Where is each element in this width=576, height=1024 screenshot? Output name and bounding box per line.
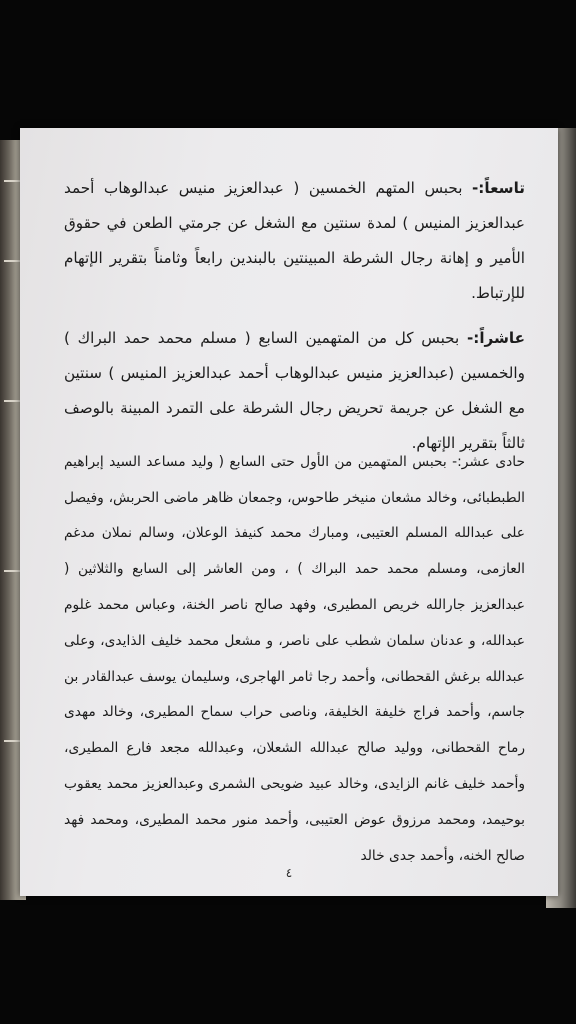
paragraph-body: بحبس المتهم الخمسين ( عبدالعزيز منيس عبدالوهاب أحمد عبدالعزيز المنيس ) لمدة سنتين مع الشغل عن جرمتي الطعن في حقوق الأمير و إهانة رجال الشرطة المبينتين بالبندين رابعاً وثامناً بتقرير الإتهام للإرتباط. [64, 179, 525, 303]
paragraph-lead: حادى عشر:- [452, 453, 525, 470]
paragraph-lead: تاسعاً:- [472, 179, 525, 198]
paragraph-body: بحبس كل من المتهمين السابع ( مسلم محمد حمد البراك ) والخمسين (عبدالعزيز منيس عبدالوهاب أحمد عبدالعزيز المنيس ) سنتين مع الشغل عن جريمة تحريض رجال الشرطة على التمرد المبينة بالوصف ثالثاً بتقرير الإتهام. [64, 329, 525, 453]
document-page [20, 128, 558, 896]
paragraph-ninth [64, 171, 525, 311]
paragraph-lead: عاشراً:- [466, 329, 525, 348]
paragraph-body: بحبس المتهمين من الأول حتى السابع ( وليد مساعد السيد إبراهيم الطبطبائى، وخالد مشعان منيخر طاحوس، وجمعان ظاهر ماضى الحربش، وفيصل على عبدالله المسلم العتيبى، ومبارك محمد كنيفذ الوعلان، وسالم نملان مدغم العازمى، ومسلم محمد حمد البراك ) ، ومن العاشر إلى السابع والثلاثين ( عبدالعزيز جارالله خريص المطيرى، وفهد صالح ناصر الخنة، وعباس محمد غلوم عبدالله، و عدنان سلمان شطب على ناصر، و مشعل محمد خليف الذايدى، وعلى عبدالله برغش القحطانى، وأحمد رجا ثامر الهاجرى، وسليمان يوسف عبدالقادر بن جاسم، وأحمد فراج خليفة الخليفة، وناصى حراب سماح المطيرى، وخالد مهدى رماح القحطانى، ووليد صالح عبدالله الشعلان، وعبدالله مجعد فارع المطيرى، وأحمد خليف غانم الزايدى، وخالد عبيد ضويحى الشمرى وعبدالعزيز محمد يعقوب بوحيمد، ومحمد مرزوق عوض العتيبى، وأحمد منور محمد المطيرى، ومحمد فهد صالح الخنه، وأحمد جدى خالد [64, 453, 525, 864]
paragraph-tenth [64, 321, 525, 461]
page-number: ٤ [285, 866, 293, 880]
paragraph-eleventh [64, 445, 525, 875]
